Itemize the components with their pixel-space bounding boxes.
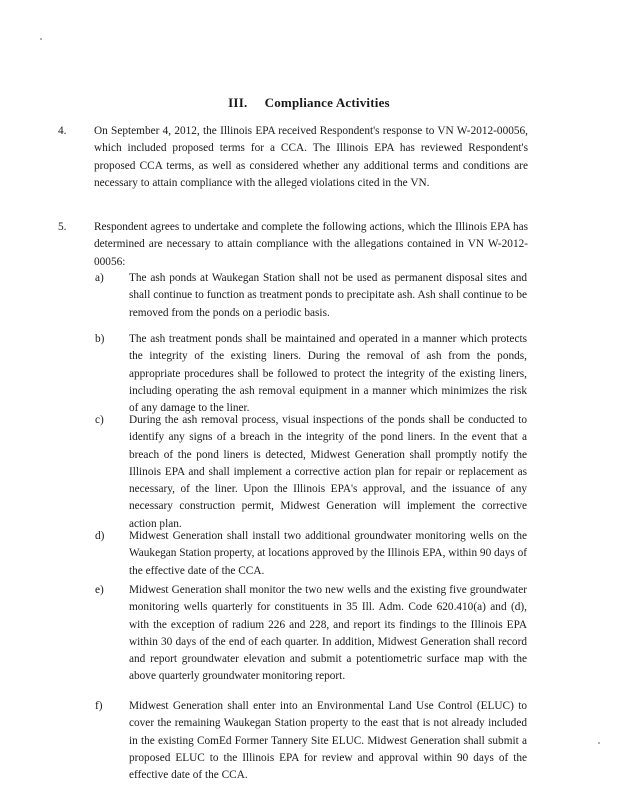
paragraph-text: Respondent agrees to undertake and complete the following actions, which the Illinois EPA has determined are necessary to attain compliance with the allegations contained in VN W-2012-00056: — [94, 221, 528, 268]
action-label: b) — [95, 333, 105, 345]
action-label: a) — [95, 272, 104, 284]
action-text: Midwest Generation shall enter into an Environmental Land Use Control (ELUC) to cover the remaining Waukegan Station property to the east that is not already included in the existing ComEd Former Tannery Site ELUC. Midwest Generation shall submit a proposed ELUC to the Illinois EPA for review and approval within 90 days of the effective date of the CCA. — [129, 700, 527, 782]
paragraph-text: On September 4, 2012, the Illinois EPA received Respondent's response to VN W-2012-00056, which included proposed terms for a CCA. The Illinois EPA has reviewed Respondent's proposed CCA terms, as well as considered whether any additional terms and conditions are necessary to attain compliance with the alleged violations cited in the VN. — [94, 125, 528, 189]
paragraph-number: 5. — [58, 221, 67, 233]
scan-speck — [40, 38, 42, 40]
action-text: The ash treatment ponds shall be maintained and operated in a manner which protects the integrity of the existing liners. During the removal of ash from the ponds, appropriate procedures shall be followed to protect the integrity of the existing liners, including operating the ash removal equipment in a manner which minimizes the risk of any damage to the liner. — [129, 333, 527, 415]
paragraph-number: 4. — [58, 125, 67, 137]
action-label: d) — [95, 530, 105, 542]
action-text: During the ash removal process, visual inspections of the ponds shall be conducted to identify any signs of a breach in the integrity of the pond liners. In the event that a breach of the pond liners is detected, Midwest Generation shall promptly notify the Illinois EPA and shall implement a corrective action plan for repair or replacement as necessary, of the liner. Upon the Illinois EPA's approval, and the issuance of any necessary construction permit, Midwest Generation will implement the corrective action plan. — [129, 414, 527, 530]
action-text: Midwest Generation shall install two additional groundwater monitoring wells on the Waukegan Station property, at locations approved by the Illinois EPA, within 90 days of the effective date of the CCA. — [129, 530, 527, 577]
scan-speck — [598, 742, 600, 744]
action-text: The ash ponds at Waukegan Station shall not be used as permanent disposal sites and shall continue to function as treatment ponds to precipitate ash. Ash shall continue to be removed from the ponds on a periodic basis. — [129, 272, 527, 319]
action-text: Midwest Generation shall monitor the two new wells and the existing five groundwater monitoring wells quarterly for constituents in 35 Ill. Adm. Code 620.410(a) and (d), with the exception of radium 226 and 228, and report its findings to the Illinois EPA within 30 days of the end of each quarter. In addition, Midwest Generation shall record and report groundwater elevation and submit a potentiometric surface map with the above quarterly groundwater monitoring report. — [129, 584, 527, 683]
action-label: e) — [95, 584, 104, 596]
section-heading: III. Compliance Activities — [228, 95, 390, 110]
action-label: c) — [95, 414, 104, 426]
action-label: f) — [95, 700, 103, 712]
